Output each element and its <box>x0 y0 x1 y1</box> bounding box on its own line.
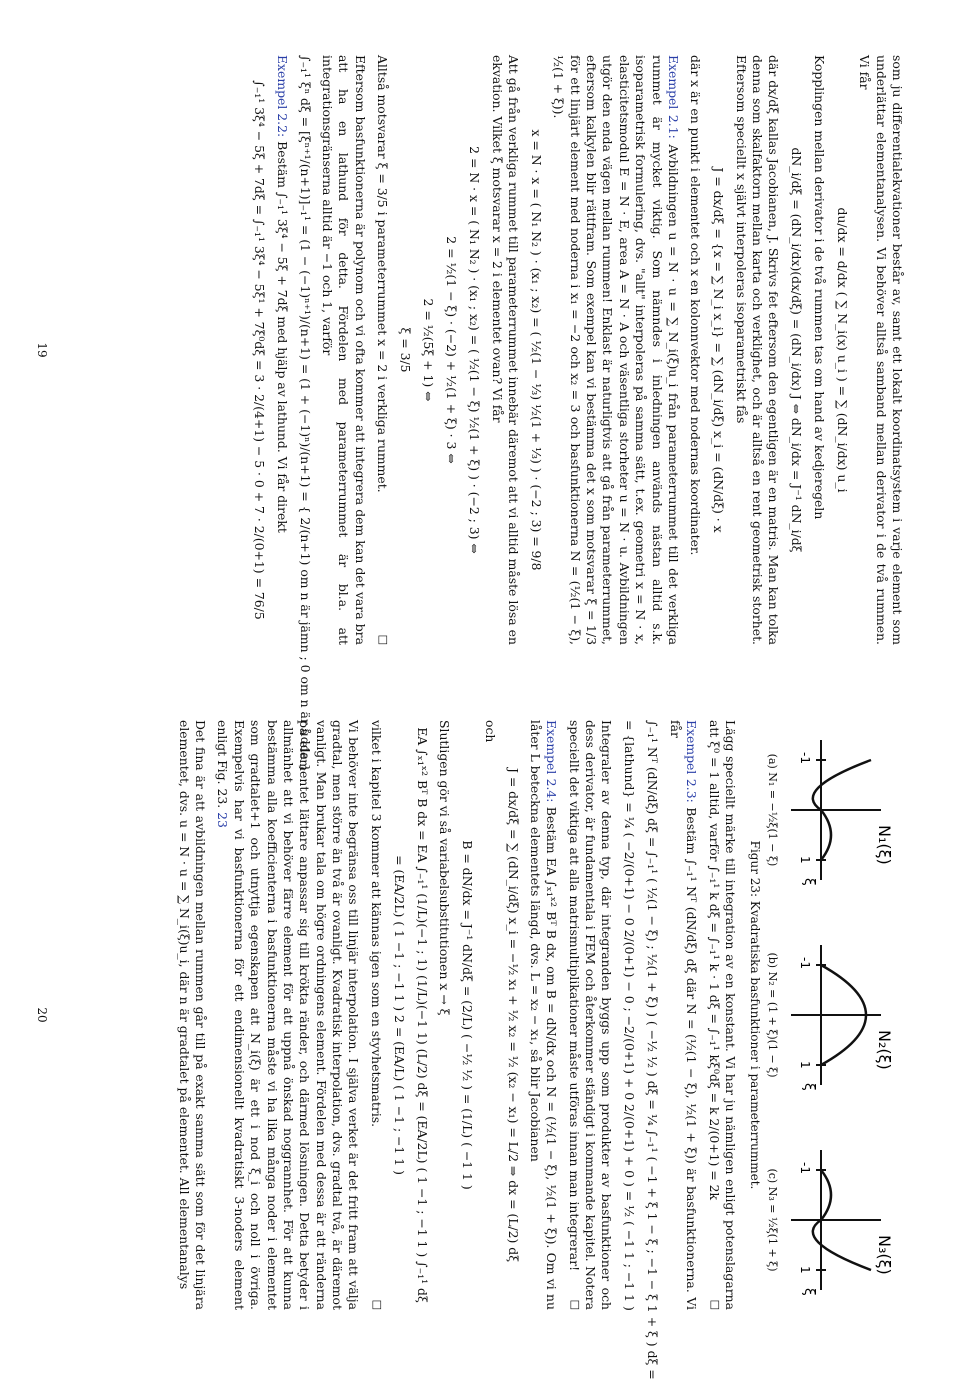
chapter-paragraph <box>368 720 384 1310</box>
page-number-right: 20 <box>35 1007 49 1023</box>
conclusion-paragraph <box>374 55 390 645</box>
figure-reference[interactable]: 23 <box>215 812 231 828</box>
equation-example-2-4-c: EA ∫ₓ₁ˣ² Bᵀ B dx = EA ∫₋₁¹ (1/L)(−1 ; 1) (1/L)(−1 1) (L/2) dξ = (EA/2L) ( 1 −1 ; −1 1 ) ∫₋₁¹ dξ <box>414 727 430 1303</box>
example-2-4 <box>527 720 560 1310</box>
plot-c-axis-label: ξ <box>801 1288 817 1296</box>
plot-a-tick-minus: -1 <box>798 752 812 764</box>
nodes-paragraph: där x är en punkt i elementet och x en kolonnvektor med nodernas koordinater. <box>688 55 704 556</box>
equation-lathund: ∫₋₁¹ ξⁿ dξ = [ξⁿ⁺¹/(n+1)]₋₁¹ = (1 − (−1)ⁿ⁺¹)/(n+1) = (1 + (−1)ⁿ)/(n+1) = { 2/(n+1) om n är jämn ; 0 om n är udda } <box>297 55 313 772</box>
constant-paragraph <box>705 720 738 1310</box>
example-2-1-label: Exempel 2.1: <box>666 55 681 139</box>
equation-inverse-4: ξ = 3/5 <box>398 327 414 373</box>
example-2-1-text: Avbildningen u = N · u = ∑ N_i(ξ)u_i från parameterrummet till det verkliga rummet är mycket viktig. Som nämndes i inledningen används nästan alltid s.k. isoparametrisk formulering, dvs. "allt" interpoleras på samma sätt, t.ex. geometri x = N · x, elasticitetsmodul E = N · E, area A = N · A och väsentliga storheter u = N · u. Avbildningen utgör den enda vägen mellan rummen! Enklast är naturligtvis att gå från parameterrummet, eftersom kalkylen blir rättfram. Som exempel kan vi bestämma det x som motsvarar ξ = 1/3 för ett linjärt element med noderna i x₁ = −2 och x₂ = 3 och basfunktionerna N = (½(1 − ξ), ½(1 + ξ)). <box>551 55 681 645</box>
figure-panel-a <box>766 720 901 900</box>
equation-inverse-2: 2 = ½(1 − ξ) · (−2) + ½(1 + ξ) · 3 ⇔ <box>444 236 460 464</box>
equation-example-2-4-d: = (EA/2L) ( 1 −1 ; −1 1 ) 2 = (EA/L) ( 1 −1 ; −1 1 ) <box>391 855 407 1175</box>
plot-b-axis-label: ξ <box>801 1083 817 1091</box>
inverse-paragraph: Att gå från verkliga rummet till parameterrummet innebär däremot att vi alltid måste lösa en ekvation. Vilket ξ motsvarar x = 2 i elementet ovan? Vi får <box>489 55 521 645</box>
plot-b-label: N₂(ξ) <box>875 1030 894 1070</box>
conclusion-text: Alltså motsvarar ξ = 3/5 i parameterrummet x = 2 i verkliga rummet. <box>375 55 391 493</box>
basis-function-plot-c <box>781 1140 901 1300</box>
figure-caption-a: (a) N₁ = −½ξ(1 − ξ) <box>766 753 779 867</box>
chain-rule-paragraph: Kopplingen mellan derivator i de två rummen tas om hand av kedjeregeln <box>811 55 827 520</box>
qed-box: □ <box>708 1299 722 1310</box>
equation-example-2-3-a: ∫₋₁¹ Nᵀ (dN/dξ) dξ = ∫₋₁¹ ( ½(1 − ξ) ; ½(1 + ξ) ) ( −½ ½ ) dξ = ¼ ∫₋₁¹ ( −1 + ξ 1 − ξ ; −1 − ξ 1 + ξ ) dξ = <box>645 720 661 1380</box>
interpolation-text: Vi behöver inte begränsa oss till linjär interpolation. I själva verket är det fritt fram att välja gradtal, men större än två är ovanligt. Kvadratisk interpolation, dvs. gradtal två, är däremot vanligt. Man brukar tala om högre ordningens element. Fördelen med dessa är att ränderna på elementet lättare anpassar sig till krökta ränder, och därmed lösningen. Detta betyder i allmänhet att vi behöver färre element för att uppnå önskad noggrannhet. För att kunna bestämma alla koefficienterna i basfunktionerna måste vi ha lika många noder i elementet som gradtalet+1 och utnyttja egenskapen att N_i(ξ) är ett i nod ξ_i och noll i övriga. Exempelvis har vi basfunktionerna för ett endimensionellt kvadratiskt 3-noders element enligt Fig. 23. <box>215 720 362 1310</box>
qed-box: □ <box>377 634 391 645</box>
equation-derivative: du/dx = d/dx ( ∑ N_i(x) u_i ) = ∑ (dN_i/dx) u_i <box>834 207 850 493</box>
constant-text: Lägg speciellt märke till integration av en konstant. Vi har ju nämligen enligt potenslagarna att ξ⁰ = 1 alltid, varför ∫₋₁¹ k dξ = ∫₋₁¹ k · 1 dξ = ∫₋₁¹ kξ⁰dξ = k 2/(0+1) = 2k <box>706 720 738 1310</box>
plot-b-tick-plus: 1 <box>798 1061 812 1069</box>
equation-inverse-3: 2 = ½(5ξ + 1) ⇔ <box>421 298 437 402</box>
basis-function-plot-b <box>781 935 901 1095</box>
plot-c-label: N₃(ξ) <box>875 1235 894 1275</box>
interpolation-paragraph <box>214 720 361 1310</box>
equation-example-2-1: x = N · x = ( N₁ N₂ ) · (x₁ ; x₂) = ( ½(1 − ⅓) ½(1 + ⅓) ) · (−2 ; 3) = 9/8 <box>529 129 544 571</box>
example-2-2 <box>273 55 289 645</box>
plot-a-axis-label: ξ <box>801 878 817 886</box>
figure-panel-b <box>766 925 901 1105</box>
equation-inverse-1: 2 = N · x = ( N₁ N₂ ) · (x₁ ; x₂) = ( ½(1 − ξ) ½(1 + ξ) ) · (−2 ; 3) ⇔ <box>467 146 483 554</box>
plot-b-tick-minus: -1 <box>798 957 812 969</box>
plot-a-label: N₁(ξ) <box>875 825 894 865</box>
equation-example-2-4-a: J = dx/dξ = ∑ (dN_i/dξ) x_i = −½ x₁ + ½ x₂ = ½ (x₂ − x₁) = L/2 ⇒ dx = (L/2) dξ <box>505 767 521 1263</box>
equation-jacobian: J = dx/dξ = {x = ∑ N_i x_i} = ∑ (dN_i/dξ) x_i = (dN/dξ) · x <box>711 167 727 533</box>
equation-example-2-4-b: B = dN/dx = J⁻¹ dN/dξ = (2/L) ( −½ ½ ) = (1/L) ( −1 1 ) <box>460 840 476 1190</box>
page-number-left: 19 <box>35 342 49 358</box>
equation-example-2-2: ∫₋₁¹ 3ξ⁴ − 5ξ + 7dξ = ∫₋₁¹ 3ξ⁴ − 5ξ¹ + 7ξ⁰dξ = 3 · 2/(4+1) − 5 · 0 + 7 · 2/(0+1) = 76/5 <box>252 80 268 620</box>
integrals-text: Integraler av denna typ, där integranden byggs upp som produkter av basfunktioner och dess derivator, är fundamentala i FEM och återkommer ständigt i kommande kapitel. Notera speciellt det viktiga att alla matrismultiplikationer måste utföras innan man integrerar! <box>566 720 615 1310</box>
jacobian-paragraph: där dx/dξ kallas Jacobianen, J. Skrivs fet eftersom den egentligen är en matris. Man kan tolka denna som skalfaktorn mellan karta och verklighet, och är alltså en rent geometrisk storhet. Eftersom speciellt x självt interpoleras isoparametriskt fås <box>733 55 782 645</box>
page-20 <box>35 720 905 1380</box>
qed-box: □ <box>370 1299 384 1310</box>
chapter-text: vilket i kapitel 3 kommer att kännas igen som en styvhetsmatris. <box>368 720 384 1128</box>
figure-caption-c: (c) N₃ = ½ξ(1 + ξ) <box>766 1168 779 1272</box>
example-2-3-text: Bestäm ∫₋₁¹ Nᵀ (dN/dξ) dξ där N = (½(1 − ξ), ½(1 + ξ)) är basfunktionerna. Vi får <box>667 720 700 1310</box>
example-2-4-label: Exempel 2.4: <box>544 720 560 803</box>
example-2-3 <box>667 720 700 1310</box>
figure-caption-b: (b) N₂ = (1 + ξ)(1 − ξ) <box>766 952 779 1078</box>
example-2-3-label: Exempel 2.3: <box>684 720 700 803</box>
och-word: och <box>482 720 498 743</box>
final-paragraph: Det fina är att avbildningen mellan rummen går till på exakt samma sätt som för det linjära elementet, dvs. u = N · u = ∑ N_i(ξ)u_i, där n är gradtalet på elementet. All elementanalys <box>176 720 209 1310</box>
qed-box: □ <box>568 1299 582 1310</box>
example-2-1 <box>550 55 681 645</box>
example-2-4-text: Bestäm EA ∫ₓ₁ˣ² Bᵀ B dx, om B = dN/dx och N = (½(1 − ξ), ½(1 + ξ)). Om vi nu låter L beteckna elementets längd, dvs. L = x₂ − x₁, så blir Jacobianen <box>528 720 560 1310</box>
substitution-paragraph: Slutligen gör vi så variabelsubstitutionen x → ξ <box>437 720 453 1016</box>
figure-panel-c <box>766 1130 901 1310</box>
integrals-paragraph <box>565 720 614 1310</box>
figure-23-caption: Figur 23: Kvadratiska basfunktioner i parameterrummet. <box>748 840 762 1190</box>
polynomial-paragraph: Eftersom basfunktionerna är polynom och vi ofta kommer att integrera dem kan det vara bra att ha en lathund för detta. Fördelen med parameterrummet är bl.a. att integrationsgränserna alltid är −1 och 1, varför <box>320 55 368 645</box>
plot-a-tick-plus: 1 <box>798 856 812 864</box>
plot-c-tick-minus: -1 <box>798 1162 812 1174</box>
equation-example-2-3-b: = {lathund} = ¼ ( −2/(0+1) − 0 2/(0+1) − 0 ; −2/(0+1) + 0 2/(0+1) + 0 ) = ½ ( −1 1 ; −1 1 ) <box>622 720 638 1311</box>
example-2-2-label: Exempel 2.2: <box>274 55 290 138</box>
example-2-2-text: Bestäm ∫₋₁¹ 3ξ⁴ − 5ξ + 7dξ med hjälp av lathund. Vi får direkt <box>274 141 290 533</box>
plot-c-tick-plus: 1 <box>798 1266 812 1274</box>
equation-chain-rule: dN_i/dξ = (dN_i/dx)(dx/dξ) = (dN_i/dx) J ⇔ dN_i/dx = J⁻¹ dN_i/dξ <box>789 147 805 553</box>
intro-paragraph: som ju differentialekvationer består av, samt ett lokalt koordinatsystem i varje element som underlättar elementanalysen. Vi behöver alltså samband mellan derivator i de två rummen. Vi får <box>857 55 905 645</box>
basis-function-plot-a <box>781 730 901 890</box>
figure-23 <box>766 720 901 1310</box>
